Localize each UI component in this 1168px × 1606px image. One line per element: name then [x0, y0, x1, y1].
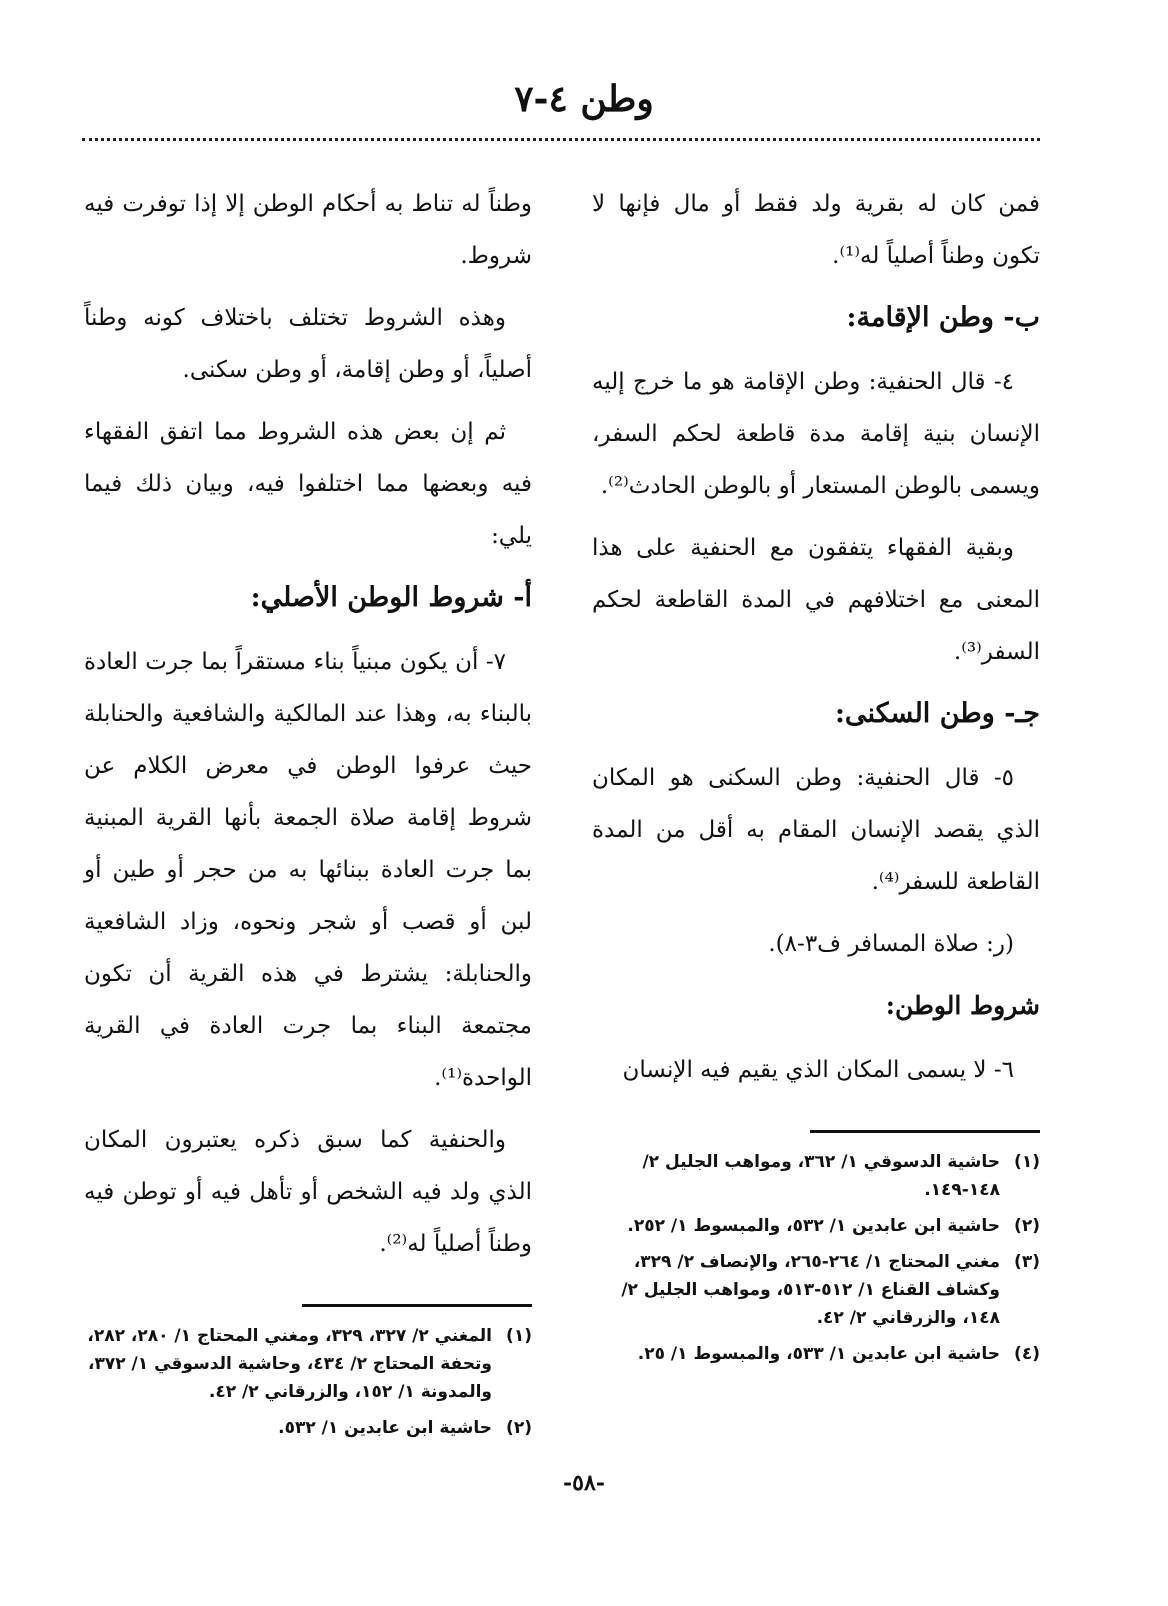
header-dotted-rule	[82, 138, 1040, 141]
paragraph: والحنفية كما سبق ذكره يعتبرون المكان الذي ولد فيه الشخص أو تأهل فيه أو توطن فيه وطناً أصلياً له⁽²⁾.	[84, 1127, 532, 1257]
footnote	[592, 1148, 1040, 1204]
paragraph: وبقية الفقهاء يتفقون مع الحنفية على هذا المعنى مع اختلافهم في المدة القاطعة لحكم السفر⁽³⁾.	[592, 535, 1040, 665]
page-number: -٥٨-	[563, 1470, 605, 1496]
section-heading: شروط الوطن:	[885, 991, 1040, 1020]
footnote-text: حاشية ابن عابدين ١/ ٥٣٢.	[278, 1418, 492, 1438]
footnote	[84, 1322, 532, 1406]
section-heading: ب- وطن الإقامة:	[846, 302, 1040, 333]
footnote-number: (٣)	[1014, 1252, 1040, 1272]
footnote-text: المغني ٢/ ٣٢٧، ٣٢٩، ومغني المحتاج ١/ ٢٨٠، ٢٨٢، وتحفة المحتاج ٢/ ٤٣٤، وحاشية الدسوقي ١/ ٣٧٢، والمدونة ١/ ١٥٢، والزرقاني ٢/ ٤٢.	[87, 1326, 492, 1402]
cross-reference: (ر: صلاة المسافر ف٣-٨).	[768, 931, 1014, 957]
footnotes-left	[84, 1322, 532, 1450]
page-header-title: وطن ٤-٧	[514, 78, 654, 120]
footnote-separator	[302, 1304, 532, 1307]
paragraph: ٧- أن يكون مبنياً بناء مستقراً بما جرت العادة بالبناء به، وهذا عند المالكية والشافعية والحنابلة حيث عرفوا الوطن في معرض الكلام عن شروط إقامة صلاة الجمعة بأنها القرية المبنية بما جرت العادة ببنائها به من حجر أو طين أو لبن أو قصب أو شجر ونحوه، وزاد الشافعية والحنابلة: يشترط في هذه القرية أن تكون مجتمعة البناء بما جرت العادة في القرية الواحدة⁽¹⁾.	[84, 649, 532, 1091]
paragraph: ثم إن بعض هذه الشروط مما اتفق الفقهاء فيه وبعضها مما اختلفوا فيه، وبيان ذلك فيما يلي:	[84, 419, 532, 549]
footnote	[592, 1340, 1040, 1368]
footnote-text: حاشية الدسوقي ١/ ٣٦٢، ومواهب الجليل ٢/ ١٤٨-١٤٩.	[642, 1152, 1000, 1200]
paragraph: فمن كان له بقرية ولد فقط أو مال فإنها لا تكون وطناً أصلياً له⁽¹⁾.	[592, 191, 1040, 269]
footnote	[592, 1248, 1040, 1332]
footnote-separator	[810, 1130, 1040, 1133]
section-heading: أ- شروط الوطن الأصلي:	[250, 582, 532, 613]
footnote-number: (٢)	[1014, 1216, 1040, 1236]
footnotes-right	[592, 1148, 1040, 1376]
section-heading: جـ- وطن السكنى:	[834, 698, 1040, 729]
right-column	[592, 178, 1040, 1106]
footnote-number: (٢)	[506, 1418, 532, 1438]
footnote-number: (٤)	[1014, 1344, 1040, 1364]
footnote-text: مغني المحتاج ١/ ٢٦٤-٢٦٥، والإنصاف ٢/ ٣٢٩، وكشاف القناع ١/ ٥١٢-٥١٣، ومواهب الجليل ٢/ ١٤٨، والزرقاني ٢/ ٤٢.	[621, 1252, 1000, 1328]
paragraph: وهذه الشروط تختلف باختلاف كونه وطناً أصلياً، أو وطن إقامة، أو وطن سكنى.	[84, 305, 532, 383]
paragraph: ٥- قال الحنفية: وطن السكنى هو المكان الذي يقصد الإنسان المقام به أقل من المدة القاطعة للسفر⁽⁴⁾.	[592, 765, 1040, 895]
footnote-text: حاشية ابن عابدين ١/ ٥٣٣، والمبسوط ١/ ٢٥.	[637, 1344, 1000, 1364]
paragraph: ٦- لا يسمى المكان الذي يقيم فيه الإنسان	[622, 1057, 1014, 1083]
footnote	[592, 1212, 1040, 1240]
footnote-number: (١)	[1014, 1152, 1040, 1172]
paragraph: وطناً له تناط به أحكام الوطن إلا إذا توفرت فيه شروط.	[84, 191, 532, 269]
footnote-number: (١)	[506, 1326, 532, 1346]
left-column	[84, 178, 532, 1280]
footnote-text: حاشية ابن عابدين ١/ ٥٣٢، والمبسوط ١/ ٢٥٢.	[627, 1216, 1000, 1236]
footnote	[84, 1414, 532, 1442]
paragraph: ٤- قال الحنفية: وطن الإقامة هو ما خرج إليه الإنسان بنية إقامة مدة قاطعة لحكم السفر، ويسمى بالوطن المستعار أو بالوطن الحادث⁽²⁾.	[592, 369, 1040, 499]
